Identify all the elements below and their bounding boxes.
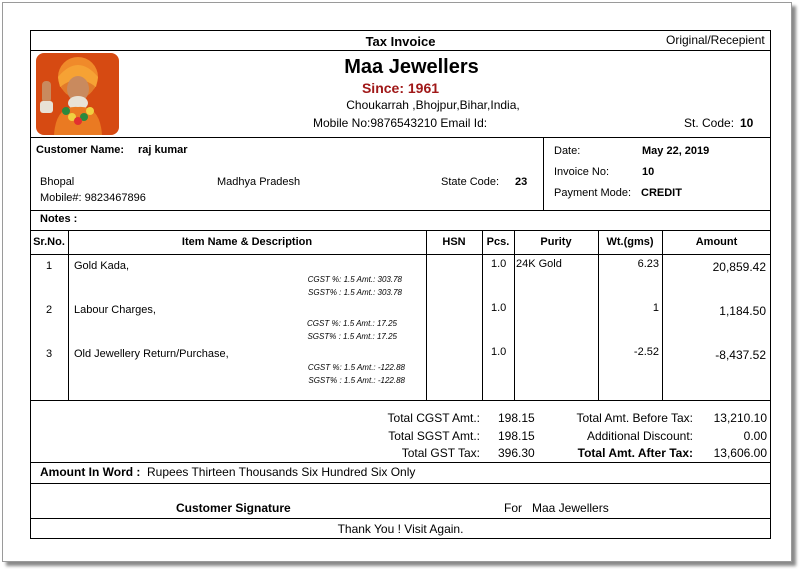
divider (30, 518, 771, 519)
total-cgst-value: 198.15 (498, 411, 535, 425)
st-code-label: St. Code: (684, 116, 735, 130)
column-divider (514, 230, 515, 401)
row-2-item: Labour Charges, (74, 304, 156, 316)
row-2-amount: 1,184.50 (719, 304, 766, 318)
divider (30, 462, 771, 463)
invoice-title: Tax Invoice (365, 34, 436, 49)
row-3-wt: -2.52 (633, 346, 659, 358)
row-3-cgst: CGST %: 1.5 Amt.: -122.88 (307, 363, 405, 372)
header-wt: Wt.(gms) (606, 236, 654, 248)
customer-name-value: raj kumar (138, 144, 188, 156)
state-code-value: 23 (515, 176, 528, 188)
row-1-srno: 1 (45, 260, 53, 272)
row-1-sgst: SGST% : 1.5 Amt.: 303.78 (308, 288, 402, 297)
total-cgst-label: Total CGST Amt.: (387, 411, 480, 425)
row-3-amount: -8,437.52 (715, 348, 766, 362)
row-3-sgst: SGST% : 1.5 Amt.: -122.88 (308, 376, 405, 385)
divider (30, 50, 771, 51)
header-item: Item Name & Description (181, 236, 313, 248)
row-3-srno: 3 (45, 348, 53, 360)
column-divider (482, 230, 483, 401)
header-purity: Purity (540, 236, 572, 248)
customer-name-label: Customer Name: (36, 144, 125, 156)
row-1-pcs: 1.0 (491, 258, 507, 270)
divider (543, 137, 544, 211)
shop-contact: Mobile No:9876543210 Email Id: (313, 116, 488, 130)
discount-label: Additional Discount: (586, 429, 693, 443)
header-hsn: HSN (442, 236, 466, 248)
st-code-value: 10 (740, 116, 754, 130)
row-1-item: Gold Kada, (74, 260, 130, 272)
row-2-sgst: SGST% : 1.5 Amt.: 17.25 (307, 332, 397, 341)
row-1-cgst: CGST %: 1.5 Amt.: 303.78 (307, 275, 402, 284)
total-gst-value: 396.30 (498, 446, 535, 460)
row-1-purity: 24K Gold (516, 258, 562, 270)
date-value: May 22, 2019 (642, 145, 710, 157)
customer-state: Madhya Pradesh (217, 176, 301, 188)
after-tax-value: 13,606.00 (713, 446, 767, 460)
divider (30, 137, 771, 138)
row-1-amount: 20,859.42 (712, 260, 766, 274)
thank-you-footer: Thank You ! Visit Again. (337, 522, 464, 536)
column-divider (426, 230, 427, 401)
state-code-label: State Code: (441, 176, 500, 188)
row-1-wt: 6.23 (637, 258, 659, 270)
row-2-wt: 1 (652, 302, 659, 314)
amount-in-word-value: Rupees Thirteen Thousands Six Hundred Six Only (147, 465, 416, 479)
row-2-cgst: CGST %: 1.5 Amt.: 17.25 (307, 319, 397, 328)
total-gst-label: Total GST Tax: (401, 446, 480, 460)
row-3-item: Old Jewellery Return/Purchase, (74, 348, 229, 360)
date-label: Date: (554, 145, 581, 157)
shop-name: Maa Jewellers (344, 56, 479, 78)
after-tax-label: Total Amt. After Tax: (577, 446, 693, 460)
shop-address: Choukarrah ,Bhojpur,Bihar,India, (346, 98, 520, 112)
customer-city: Bhopal (40, 176, 75, 188)
total-sgst-label: Total SGST Amt.: (388, 429, 480, 443)
divider (30, 483, 771, 484)
header-amount: Amount (695, 236, 738, 248)
divider (30, 400, 771, 401)
before-tax-label: Total Amt. Before Tax: (576, 411, 693, 425)
for-shop-name: Maa Jewellers (532, 501, 609, 515)
invoice-no-value: 10 (642, 166, 655, 178)
amount-in-word-label: Amount In Word : (40, 465, 141, 479)
column-divider (68, 230, 69, 401)
row-2-srno: 2 (45, 304, 53, 316)
header-srno: Sr.No. (33, 236, 65, 248)
row-3-pcs: 1.0 (491, 346, 507, 358)
discount-value: 0.00 (743, 429, 767, 443)
header-pcs: Pcs. (486, 236, 510, 248)
since-label: Since: 1961 (361, 80, 440, 96)
invoice-no-label: Invoice No: (554, 166, 610, 178)
divider (30, 210, 771, 211)
for-label: For (504, 501, 522, 515)
customer-signature: Customer Signature (176, 501, 291, 515)
row-2-pcs: 1.0 (491, 302, 507, 314)
copy-label: Original/Recepient (666, 33, 765, 47)
payment-mode-label: Payment Mode: (554, 187, 632, 199)
divider (30, 230, 771, 231)
divider (30, 254, 771, 255)
column-divider (598, 230, 599, 401)
customer-mobile: Mobile#: 9823467896 (40, 192, 146, 204)
total-sgst-value: 198.15 (498, 429, 535, 443)
before-tax-value: 13,210.10 (713, 411, 767, 425)
notes-label: Notes : (40, 213, 78, 225)
payment-mode-value: CREDIT (641, 187, 682, 199)
